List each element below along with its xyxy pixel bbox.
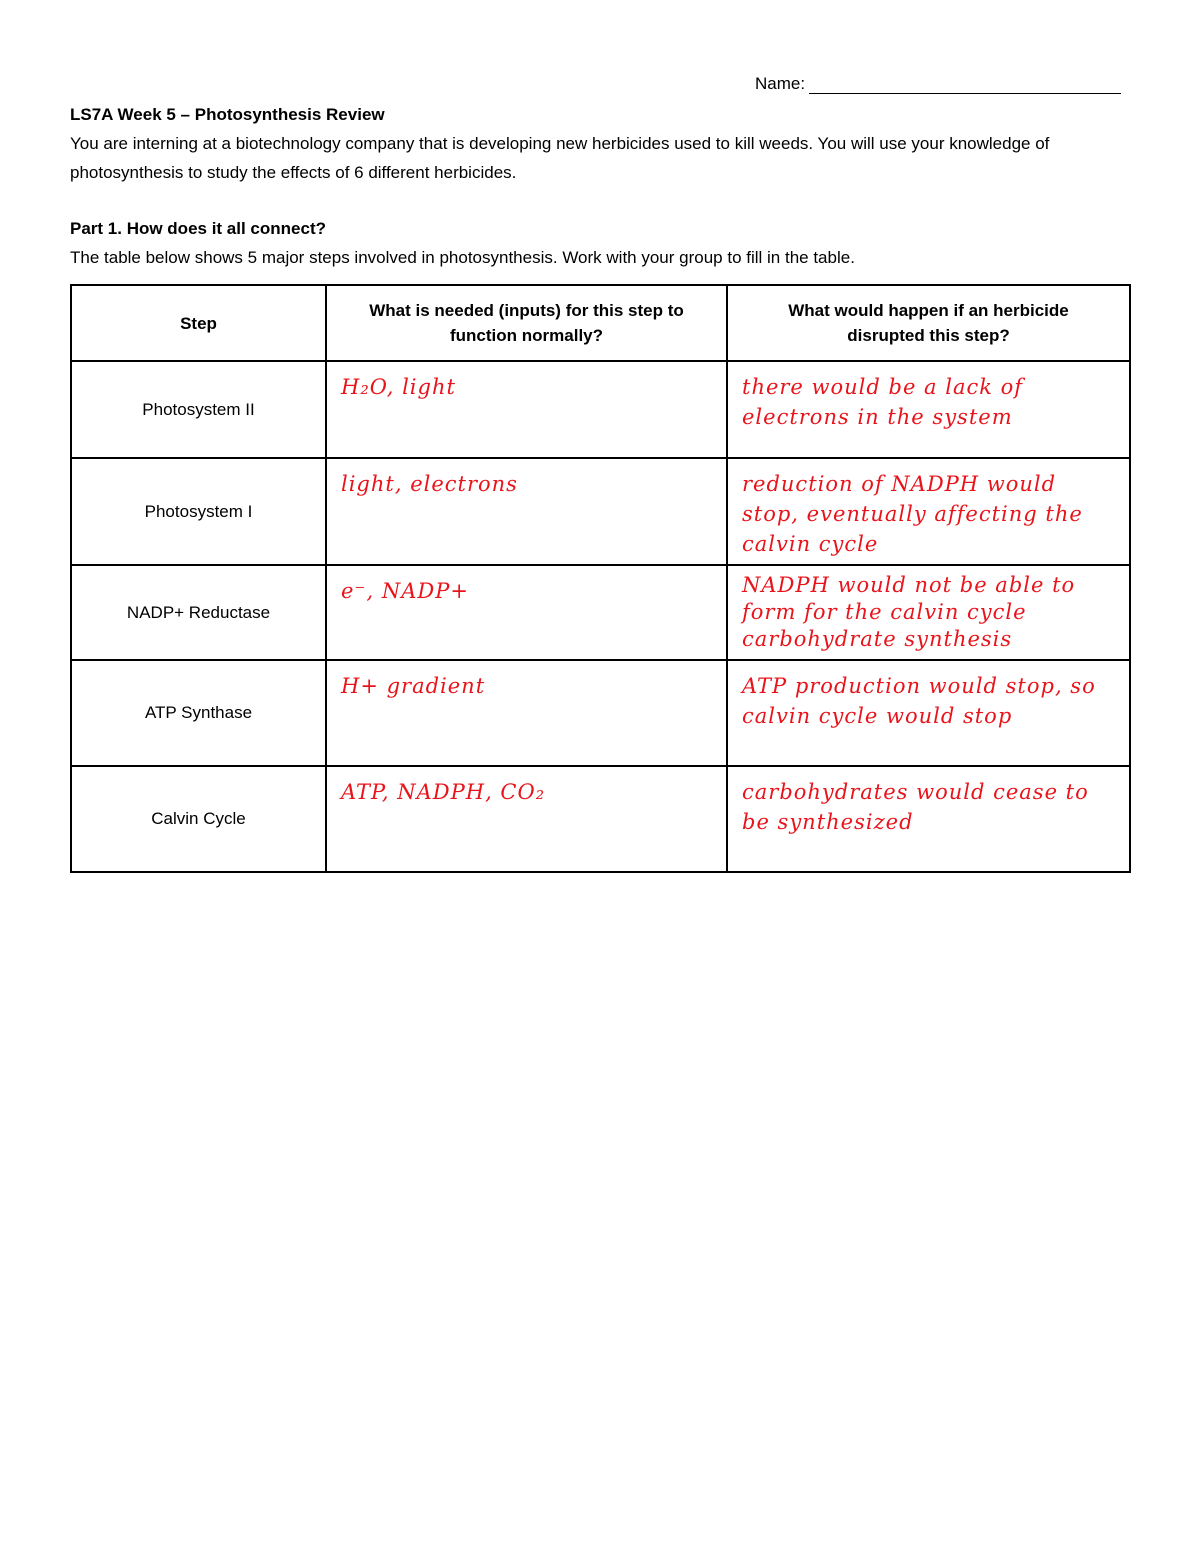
part-1-title: Part 1. How does it all connect? xyxy=(70,219,326,238)
table-header-row xyxy=(71,285,1130,361)
handwritten-answer: carbohydrates would cease to be synthesized xyxy=(742,780,1089,834)
column-header-inputs xyxy=(326,285,727,361)
disruption-cell[interactable] xyxy=(727,458,1130,565)
disruption-cell[interactable] xyxy=(727,565,1130,660)
inputs-cell[interactable] xyxy=(326,565,727,660)
worksheet-title: LS7A Week 5 – Photosynthesis Review xyxy=(70,105,385,124)
disruption-cell[interactable] xyxy=(727,660,1130,766)
handwritten-answer: ATP, NADPH, CO₂ xyxy=(341,780,546,804)
disruption-cell[interactable] xyxy=(727,361,1130,458)
step-cell: Calvin Cycle xyxy=(71,766,326,872)
intro-paragraph: You are interning at a biotechnology company that is developing new herbicides used to kill weeds. You will use your knowledge of photosynthesis to study the effects of 6 different herbicides. xyxy=(70,134,1050,182)
inputs-cell[interactable] xyxy=(326,458,727,565)
worksheet-header xyxy=(70,100,1130,272)
handwritten-answer: reduction of NADPH would stop, eventually affecting the calvin cycle xyxy=(742,472,1083,556)
column-header-step: Step xyxy=(71,285,326,361)
name-blank-line[interactable] xyxy=(809,75,1121,94)
inputs-cell[interactable] xyxy=(326,361,727,458)
table-row xyxy=(71,361,1130,458)
step-cell: ATP Synthase xyxy=(71,660,326,766)
column-header-disruption-text: What would happen if an herbicide disrupted this step? xyxy=(788,301,1069,345)
handwritten-answer: NADPH would not be able to form for the calvin cycle carbohydrate synthesis xyxy=(742,573,1076,651)
name-label: Name: xyxy=(755,74,806,93)
name-field[interactable] xyxy=(755,74,1121,94)
handwritten-answer: light, electrons xyxy=(341,472,518,496)
table-row xyxy=(71,458,1130,565)
handwritten-answer: ATP production would stop, so calvin cycle would stop xyxy=(742,674,1096,728)
column-header-disruption xyxy=(727,285,1130,361)
table-row xyxy=(71,660,1130,766)
disruption-cell[interactable] xyxy=(727,766,1130,872)
table-row xyxy=(71,766,1130,872)
step-cell: NADP+ Reductase xyxy=(71,565,326,660)
step-cell: Photosystem I xyxy=(71,458,326,565)
inputs-cell[interactable] xyxy=(326,660,727,766)
handwritten-answer: H₂O, light xyxy=(341,375,456,399)
table-row xyxy=(71,565,1130,660)
part-1-instructions: The table below shows 5 major steps involved in photosynthesis. Work with your group to fill in the table. xyxy=(70,248,855,267)
step-cell: Photosystem II xyxy=(71,361,326,458)
inputs-cell[interactable] xyxy=(326,766,727,872)
handwritten-answer: e⁻, NADP+ xyxy=(341,579,469,603)
handwritten-answer: there would be a lack of electrons in the system xyxy=(742,375,1024,429)
handwritten-answer: H+ gradient xyxy=(341,674,486,698)
photosynthesis-steps-table xyxy=(70,284,1131,873)
column-header-inputs-text: What is needed (inputs) for this step to function normally? xyxy=(369,301,684,345)
